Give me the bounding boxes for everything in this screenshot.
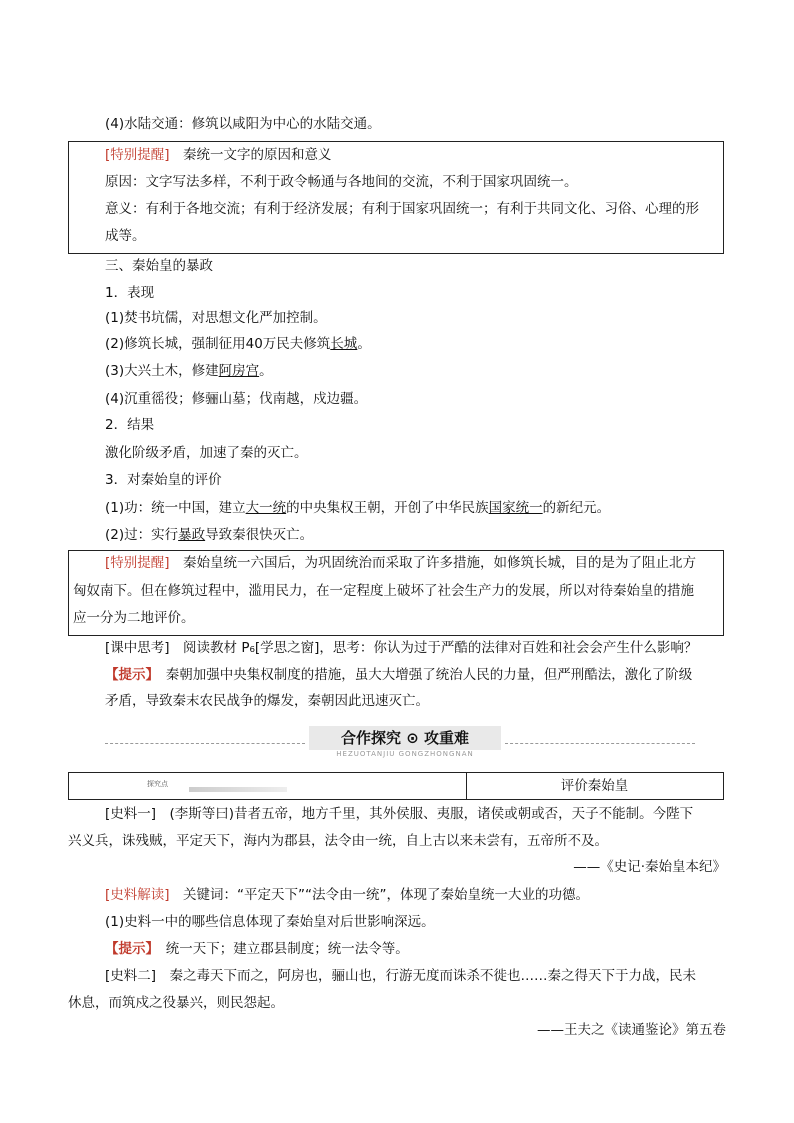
note-heading xyxy=(105,145,332,165)
note-title: 秦统一文字的原因和意义 xyxy=(183,147,332,163)
source-citation: ——王夫之《读通鉴论》第五卷 xyxy=(537,1022,726,1038)
reading-text: 关键词：“平定天下”“法令由一统”，体现了秦始皇统一大业的功德。 xyxy=(183,887,590,903)
text-span: (1)功：统一中国，建立 xyxy=(105,500,246,516)
text-span: 的中央集权王朝，开创了中华民族 xyxy=(286,500,489,516)
special-note-box xyxy=(68,141,724,254)
dashed-divider xyxy=(105,743,305,744)
banner-subtitle: HEZUOTANJIU GONGZHONGNAN xyxy=(336,750,474,758)
think-text: 阅读教材 P₆[学思之窗]，思考：你认为过于严酷的法律对百姓和社会会产生什么影响？ xyxy=(183,640,698,656)
text-span: 。 xyxy=(357,336,371,352)
subsection-heading: 1．表现 xyxy=(105,285,155,301)
topic-label: 探究点 xyxy=(147,780,168,788)
text-span: 。 xyxy=(259,363,273,379)
source-line: [史料一] (李斯等曰)昔者五帝，地方千里，其外侯服、夷服，诸侯或朝或否，天子不能制。今陛下 xyxy=(105,806,694,822)
underlined-term: 长城 xyxy=(330,336,358,352)
dashed-divider xyxy=(505,743,695,744)
think-question xyxy=(105,638,697,658)
hint-tag: 【提示】 xyxy=(105,941,153,957)
subsection-heading: 3．对秦始皇的评价 xyxy=(105,472,222,488)
underlined-term: 暴政 xyxy=(178,527,206,543)
text-span: 的新纪元。 xyxy=(542,500,611,516)
source-line: 休息，而筑戍之役暴兴，则民怨起。 xyxy=(68,995,284,1011)
text-line: 激化阶级矛盾，加速了秦的灭亡。 xyxy=(105,445,308,461)
text-line: (1)焚书坑儒，对思想文化严加控制。 xyxy=(105,310,327,326)
underlined-term: 国家统一 xyxy=(488,500,543,516)
source-line: [史料二] 秦之毒天下而之，阿房也，骊山也，行游无度而诛杀不徙也……秦之得天下于力战，民未 xyxy=(105,968,697,984)
hint-text: 统一天下；建立郡县制度；统一法令等。 xyxy=(165,941,409,957)
note-line: 原因：文字写法多样，不利于政令畅通与各地间的交流，不利于国家巩固统一。 xyxy=(105,174,578,190)
text-line xyxy=(105,334,371,354)
decorative-bar xyxy=(189,787,287,792)
text-line: (4)沉重徭役；修骊山墓；伐南越，戍边疆。 xyxy=(105,391,368,407)
source-citation: ——《史记·秦始皇本纪》 xyxy=(573,859,726,875)
question-line: (1)史料一中的哪些信息体现了秦始皇对后世影响深远。 xyxy=(105,914,435,930)
topic-table xyxy=(68,772,724,800)
note-line: 成等。 xyxy=(105,228,146,244)
think-tag: [课中思考] xyxy=(105,640,170,656)
reading-tag: [史料解读] xyxy=(105,887,170,903)
topic-title-cell: 评价秦始皇 xyxy=(560,778,629,794)
hint-text: 秦朝加强中央集权制度的措施，虽大大增强了统治人民的力量，但严刑酷法，激化了阶级 xyxy=(165,667,693,683)
text-span: (2)过：实行 xyxy=(105,527,179,543)
text-line xyxy=(105,361,273,381)
hint-line xyxy=(105,939,409,959)
text-span: (2)修筑长城，强制征用40万民夫修筑 xyxy=(105,336,331,352)
note-line: 匈奴南下。但在修筑过程中，滥用民力，在一定程度上破坏了社会生产力的发展，所以对待秦始皇的措施 xyxy=(73,583,694,599)
underlined-term: 阿房宫 xyxy=(218,363,260,379)
subsection-heading: 2．结果 xyxy=(105,417,155,433)
note-tag: [特别提醒] xyxy=(105,147,170,163)
text-line xyxy=(105,525,313,545)
section-heading: 三、秦始皇的暴政 xyxy=(105,258,213,274)
note-text: 秦始皇统一六国后，为巩固统治而采取了许多措施，如修筑长城，目的是为了阻止北方 xyxy=(183,555,697,571)
special-note-box xyxy=(68,550,724,636)
banner-title: 合作探究 ⊙ 攻重难 xyxy=(309,726,501,750)
section-banner xyxy=(105,726,695,756)
reading-line xyxy=(105,885,589,905)
note-tag: [特别提醒] xyxy=(105,555,170,571)
underlined-term: 大一统 xyxy=(245,500,287,516)
note-line: 意义：有利于各地交流；有利于经济发展；有利于国家巩固统一；有利于共同文化、习俗、心理的形 xyxy=(105,201,699,217)
topic-label-cell xyxy=(69,773,467,799)
text-span: 导致秦很快灭亡。 xyxy=(205,527,314,543)
text-span: (3)大兴土木，修建 xyxy=(105,363,219,379)
hint-line: 矛盾，导致秦末农民战争的爆发，秦朝因此迅速灭亡。 xyxy=(105,693,429,709)
hint-line xyxy=(105,665,692,685)
note-line xyxy=(105,553,696,573)
source-line: 兴义兵，诛残贼，平定天下，海内为郡县，法令由一统，自上古以来未尝有，五帝所不及。 xyxy=(68,833,608,849)
hint-tag: 【提示】 xyxy=(105,667,153,683)
note-line: 应一分为二地评价。 xyxy=(73,610,195,626)
text-line: (4)水陆交通：修筑以咸阳为中心的水陆交通。 xyxy=(105,116,381,132)
text-line xyxy=(105,498,610,518)
